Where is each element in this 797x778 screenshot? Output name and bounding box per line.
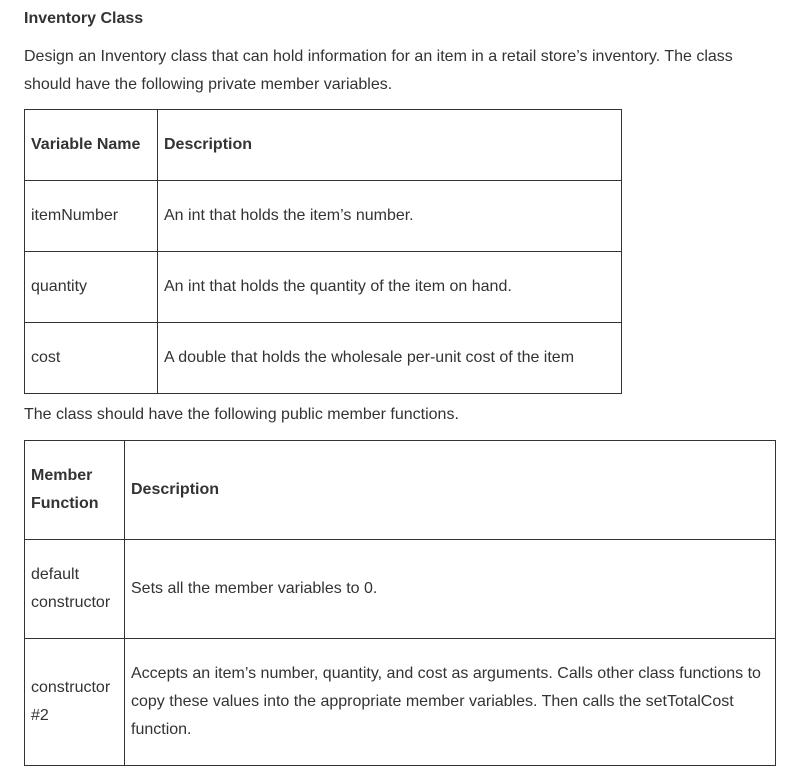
section-heading: Inventory Class	[24, 10, 144, 27]
column-header-description: Description	[158, 110, 622, 181]
description-cell: Accepts an item’s number, quantity, and cost as arguments. Calls other class functions to copy these values into the appropriate member variables. Then calls the setTotalCost function.	[125, 639, 776, 766]
table-row	[25, 323, 622, 394]
variable-name-cell: quantity	[25, 252, 158, 323]
table-row	[25, 639, 776, 766]
member-function-cell: default constructor	[25, 540, 125, 639]
variable-name-cell: cost	[25, 323, 158, 394]
table-header-row	[25, 110, 622, 181]
intro-paragraph: Design an Inventory class that can hold information for an item in a retail store’s inventory. The class should have the following private member variables.	[24, 48, 733, 93]
column-header-description: Description	[125, 441, 776, 540]
table-row	[25, 540, 776, 639]
description-cell: An int that holds the item’s number.	[158, 181, 622, 252]
functions-table	[24, 440, 776, 766]
functions-intro-paragraph: The class should have the following public member functions.	[24, 406, 459, 423]
document	[24, 8, 776, 766]
variables-table	[24, 109, 622, 394]
table-row	[25, 252, 622, 323]
member-function-cell: constructor #2	[25, 639, 125, 766]
table-row	[25, 181, 622, 252]
description-cell: An int that holds the quantity of the item on hand.	[158, 252, 622, 323]
column-header-variable-name: Variable Name	[25, 110, 158, 181]
description-cell: Sets all the member variables to 0.	[125, 540, 776, 639]
variable-name-cell: itemNumber	[25, 181, 158, 252]
table-header-row	[25, 441, 776, 540]
column-header-member-function: Member Function	[25, 441, 125, 540]
description-cell: A double that holds the wholesale per-unit cost of the item	[158, 323, 622, 394]
